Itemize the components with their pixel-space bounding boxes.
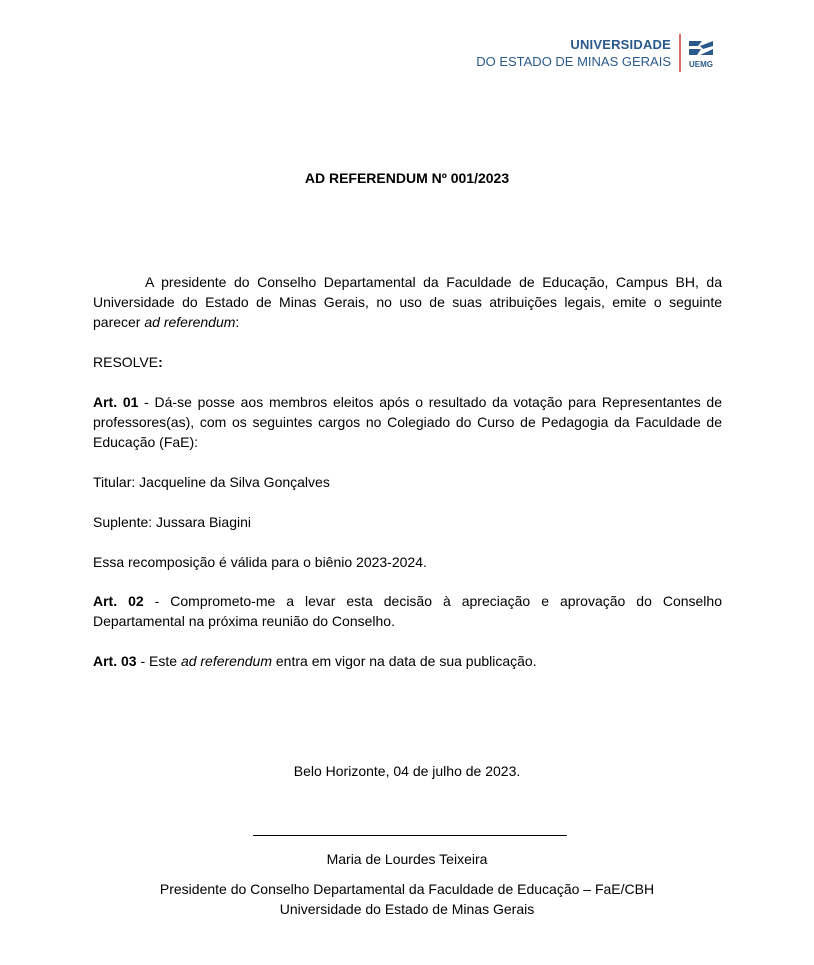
article-03-text-before: - Este xyxy=(136,653,181,669)
uemg-abbr: UEMG xyxy=(689,59,713,69)
university-name-line2: DO ESTADO DE MINAS GERAIS xyxy=(476,54,671,69)
uemg-logo-icon xyxy=(688,38,714,58)
resolve-colon: : xyxy=(158,354,163,370)
signer-role: Presidente do Conselho Departamental da Faculdade de Educação – FaE/CBH xyxy=(159,881,655,897)
article-02-label: Art. 02 xyxy=(93,593,144,609)
article-02-text: - Comprometo-me a levar esta decisão à apreciação e aprovação do Conselho Departamental na próxima reunião do Conselho. xyxy=(93,593,722,629)
uemg-logo xyxy=(688,38,714,69)
resolve-label: RESOLVE xyxy=(93,354,159,370)
university-name-line1: UNIVERSIDADE xyxy=(570,37,671,52)
resolve-heading xyxy=(93,352,722,372)
suplente-line: Suplente: Jussara Biagini xyxy=(93,514,251,530)
intro-paragraph xyxy=(93,272,722,332)
intro-text: A presidente do Conselho Departamental da Faculdade de Educação, Campus BH, da Universidade do Estado de Minas Gerais, no uso de suas atribuições legais, emite o seguinte parecer xyxy=(93,274,722,330)
article-03 xyxy=(93,651,722,671)
article-01-text: - Dá-se posse aos membros eleitos após o resultado da votação para Representantes de professores(as), com os seguintes cargos no Colegiado do Curso de Pedagogia da Faculdade de Educação (FaE): xyxy=(93,394,722,450)
university-header xyxy=(476,34,714,72)
signer-name: Maria de Lourdes Teixeira xyxy=(326,851,488,867)
document-title: AD REFERENDUM Nº 001/2023 xyxy=(304,170,510,186)
article-01-label: Art. 01 xyxy=(93,394,139,410)
article-02 xyxy=(93,591,722,631)
article-03-italic: ad referendum xyxy=(180,653,272,669)
validity-line: Essa recomposição é válida para o biênio 2023-2024. xyxy=(93,554,427,570)
logo-divider xyxy=(679,34,681,72)
signer-institution: Universidade do Estado de Minas Gerais xyxy=(279,901,535,917)
article-01 xyxy=(93,392,722,452)
university-name xyxy=(476,36,671,70)
intro-italic: ad referendum xyxy=(144,314,236,330)
titular-line: Titular: Jacqueline da Silva Gonçalves xyxy=(93,474,330,490)
article-03-label: Art. 03 xyxy=(93,653,137,669)
place-date: Belo Horizonte, 04 de julho de 2023. xyxy=(293,763,521,779)
article-03-text-after: entra em vigor na data de sua publicação. xyxy=(272,653,537,669)
intro-end: : xyxy=(235,314,240,330)
signature-line xyxy=(253,835,567,836)
